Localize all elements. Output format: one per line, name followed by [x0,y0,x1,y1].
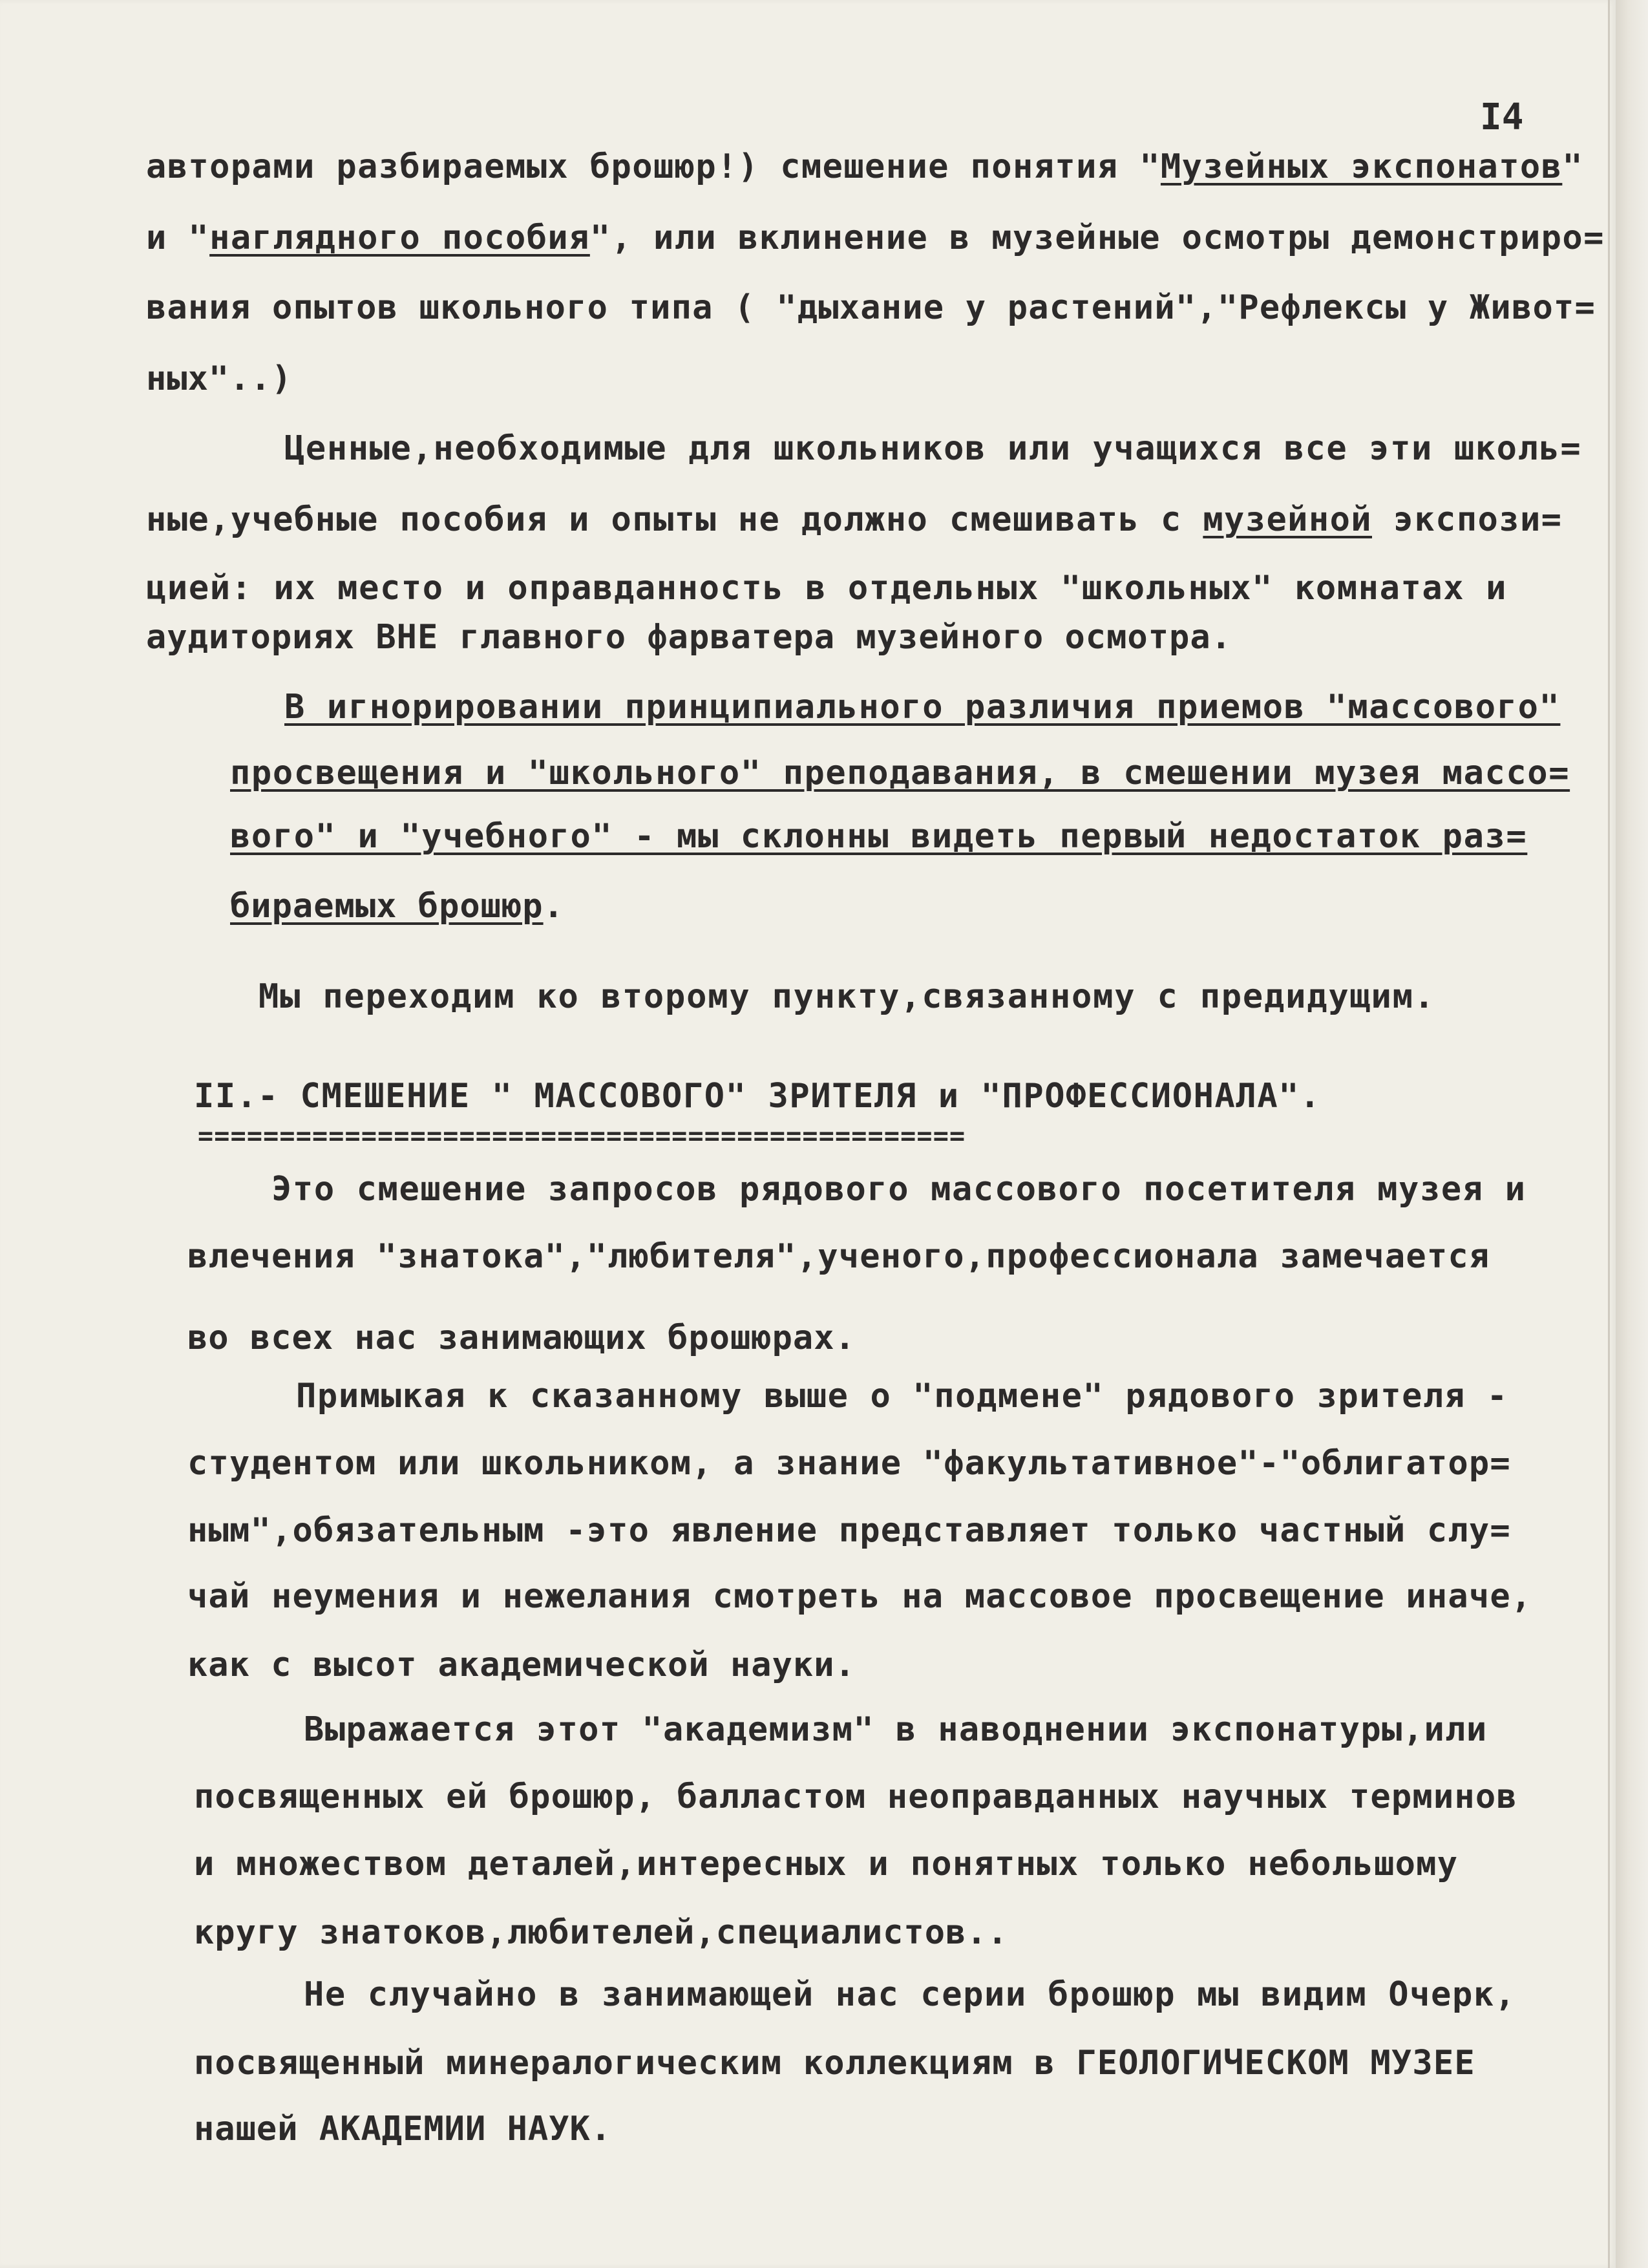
text-segment: экспози= [1372,500,1563,539]
text-segment: " [1562,147,1584,186]
text-line [230,752,1570,794]
text-line [187,1236,1490,1277]
underlined-text: просвещения и "школьного" преподавания, в смешении музея массо= [230,754,1570,792]
text-segment: ", или вклинение в музейные осмотры демонстриро= [589,218,1605,257]
underlined-text: В игнорировании принципиального различия приемов "массового" [284,688,1561,726]
text-segment: авторами разбираемых брошюр!) смешение понятия " [146,147,1161,186]
underlined-text: Музейных экспонатов [1160,147,1563,186]
text-segment: и множеством деталей,интересных и понятных только небольшому [194,1845,1459,1883]
text-line [271,1169,1527,1210]
underlined-text: вого" и "учебного" - мы склонны видеть первый недостаток раз= [230,817,1528,856]
text-line [187,1644,856,1686]
text-line [296,1375,1508,1417]
text-line [146,617,1232,658]
text-segment: цией: их место и оправданность в отдельных "школьных" комнатах и [146,569,1508,608]
underlined-text: бираемых брошюр [230,887,544,926]
text-segment: посвященный минералогическим коллекциям в ГЕОЛОГИЧЕСКОМ МУЗЕЕ [194,2044,1475,2083]
text-line [194,1912,1008,1953]
text-segment: как с высот академической науки. [187,1646,856,1684]
text-line [187,1576,1532,1617]
text-segment: студентом или школьником, а знание "факультативное"-"облигатор= [187,1444,1511,1483]
text-line [304,1709,1488,1750]
text-segment: чай неумения и нежелания смотреть на массовое просвещение иначе, [187,1577,1532,1616]
underlined-text: музейной [1203,500,1372,539]
underlined-text: наглядного пособия [209,218,590,257]
text-line [194,2108,611,2150]
text-line [284,428,1581,469]
text-line [230,816,1527,857]
text-line [194,2042,1475,2084]
text-line [194,1843,1458,1885]
text-segment: кругу знатоков,любителей,специалистов.. [194,1913,1008,1952]
page-edge-shadow [1616,0,1648,2268]
text-line [304,1974,1516,2015]
text-segment: Выражается этот "академизм" в наводнении экспонатуры,или [304,1710,1488,1749]
section-heading [194,1076,1321,1117]
text-line [259,976,1435,1017]
text-line [146,146,1583,187]
text-line [284,686,1560,728]
text-segment: Ценные,необходимые для школьников или учащихся все эти школь= [284,429,1582,468]
page-number: I4 [1480,96,1524,138]
text-line [146,567,1507,609]
text-line [146,499,1562,540]
text-segment: во всех нас занимающих брошюрах. [187,1319,856,1357]
text-line [187,1317,856,1359]
text-segment: вания опытов школьного типа ( "дыхание у растений","Рефлексы у Живот= [146,288,1596,327]
text-line [187,1510,1511,1551]
text-segment: Это смешение запросов рядового массового посетителя музея и [271,1170,1527,1209]
text-line [194,1776,1517,1818]
text-segment: . [543,887,564,926]
page-fold-line [1608,0,1610,2268]
text-segment: II.- СМЕШЕНИЕ " МАССОВОГО" ЗРИТЕЛЯ и "ПРОФЕССИОНАЛА". [194,1077,1322,1116]
text-line [187,1443,1511,1484]
text-segment: Не случайно в занимающей нас серии брошюр мы видим Очерк, [304,1975,1516,2014]
text-segment: Примыкая к сказанному выше о "подмене" рядового зрителя - [296,1377,1508,1415]
text-segment: ным",обязательным -это явление представляет только частный слу= [187,1511,1511,1550]
text-line [146,287,1596,328]
text-segment: нашей АКАДЕМИИ НАУК. [194,2110,612,2148]
text-line [146,217,1605,259]
text-segment: влечения "знатока","любителя",ученого,профессионала замечается [187,1237,1490,1276]
text-segment: ных"..) [146,359,293,398]
text-segment: Мы переходим ко второму пункту,связанному с предидущим. [259,977,1435,1016]
text-line [230,885,564,927]
text-segment: аудиториях ВНЕ главного фарватера музейного осмотра. [146,618,1232,657]
text-segment: ные,учебные пособия и опыты не должно смешивать с [146,500,1203,539]
text-line [146,358,292,399]
text-segment: посвященных ей брошюр, балластом неоправданных научных терминов [194,1777,1517,1816]
heading-double-rule: =============================================== [198,1121,966,1151]
text-segment: и " [146,218,210,257]
